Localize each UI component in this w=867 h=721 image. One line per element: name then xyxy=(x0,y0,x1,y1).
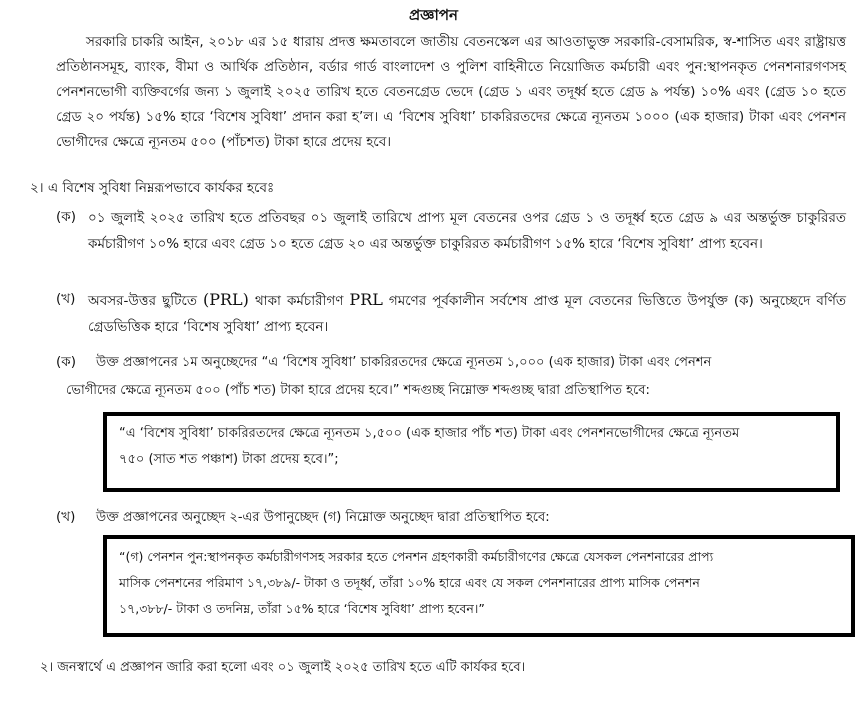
document-title: প্রজ্ঞাপন xyxy=(408,6,459,24)
amend-ka-box-line1: “এ ‘বিশেষ সুবিধা’ চাকরিরতদের ক্ষেত্রে ন্যূনতম ১,৫০০ (এক হাজার পাঁচ শত) টাকা এবং পেনশনভোগীদের ক্ষেত্রে ন্যূনতম xyxy=(119,426,740,441)
prl-term: (PRL) xyxy=(203,290,249,309)
amend-kha-line1: উক্ত প্রজ্ঞাপনের অনুচ্ছেদ ২-এর উপানুচ্ছেদ (গ) নিম্নোক্ত অনুচ্ছেদ দ্বারা প্রতিস্থাপিত হবে: xyxy=(96,510,550,525)
section-2-heading: ২। এ বিশেষ সুবিধা নিম্নরূপভাবে কার্যকর হবেঃ xyxy=(30,180,275,196)
amend-ka-line1: উক্ত প্রজ্ঞাপনের ১ম অনুচ্ছেদের “এ ‘বিশেষ সুবিধা’ চাকরিরতদের ক্ষেত্রে ন্যূনতম ১,০০০ (এক হাজার) টাকা এবং পেনশন xyxy=(96,355,712,370)
amend-kha-box-line2: মাসিক পেনশনের পরিমাণ ১৭,৩৮৯/- টাকা ও তদূর্ধ্ব, তাঁরা ১০% হারে এবং যে সকল পেনশনারের প্রাপ্য মাসিক পেনশন xyxy=(119,575,700,590)
amend-ka-marker: (ক) xyxy=(56,354,76,370)
closing-paragraph: ২। জনস্বার্থে এ প্রজ্ঞাপন জারি করা হলো এবং ০১ জুলাই ২০২৫ তারিখ হতে এটি কার্যকর হবে। xyxy=(40,660,526,675)
item-ka-marker: (ক) xyxy=(56,209,76,225)
item-kha-marker: (খ) xyxy=(56,291,76,307)
amend-kha-box-line1: “(গ) পেনশন পুন:স্থাপনকৃত কর্মচারীগণসহ সরকার হতে পেনশন গ্রহণকারী কর্মচারীগণের ক্ষেত্রে যেসকল পেনশনারের প্রাপ্য xyxy=(119,549,714,564)
amend-ka-replacement-box xyxy=(103,412,840,492)
intro-paragraph xyxy=(56,30,846,155)
amend-kha-marker: (খ) xyxy=(56,509,76,525)
item-ka-text: ০১ জুলাই ২০২৫ তারিখ হতে প্রতিবছর ০১ জুলাই তারিখে প্রাপ্য মূল বেতনের ওপর গ্রেড ১ ও তদূর্ধ্ব হতে গ্রেড ৯ এর অন্তর্ভুক্ত চাকুরিরত কর্মচারীগণ ১০% হারে এবং গ্রেড ১০ হতে গ্রেড ২০ এর অন্তর্ভুক্ত চাকুরিরত কর্মচারীগণ ১৫% হারে ‘বিশেষ সুবিধা’ প্রাপ্য হবেন। xyxy=(88,210,846,252)
intro-text: সরকারি চাকরি আইন, ২০১৮ এর ১৫ ধারায় প্রদত্ত ক্ষমতাবলে জাতীয় বেতনস্কেল এর আওতাভুক্ত সরকারি-বেসামরিক, স্ব-শাসিত এবং রাষ্ট্রায়ত্ত প্রতিষ্ঠানসমূহ, ব্যাংক, বীমা ও আর্থিক প্রতিষ্ঠান, বর্ডার গার্ড বাংলাদেশ ও পুলিশ বাহিনীতে নিয়োজিত কর্মচারী এবং পুন:স্থাপনকৃত পেনশনারগণসহ পেনশনভোগী ব্যক্তিবর্গের জন্য ১ জুলাই ২০২৫ তারিখ হতে বেতনগ্রেড ভেদে (গ্রেড ১ এবং তদূর্ধ্ব হতে গ্রেড ৯ পর্যন্ত) ১০% এবং (গ্রেড ১০ হতে গ্রেড ২০ পর্যন্ত) ১৫% হারে ‘বিশেষ সুবিধা’ প্রদান করা হ’ল। এ ‘বিশেষ সুবিধা’ চাকরিরতদের ক্ষেত্রে ন্যূনতম ১০০০ (এক হাজার) টাকা এবং পেনশন ভোগীদের ক্ষেত্রে ন্যূনতম ৫০০ (পাঁচশত) টাকা হারে প্রদেয় হবে। xyxy=(56,34,846,150)
amend-ka-box-line2: ৭৫০ (সাত শত পঞ্চাশ) টাকা প্রদেয় হবে।”; xyxy=(119,452,339,467)
amend-kha-replacement-box xyxy=(103,535,855,637)
amend-kha-box-line3: ১৭,৩৮৮/- টাকা ও তদনিম্ন, তাঁরা ১৫% হারে ‘বিশেষ সুবিধা’ প্রাপ্য হবেন।” xyxy=(119,601,485,616)
item-kha-text: অবসর-উত্তর ছুটিতে (PRL) থাকা কর্মচারীগণ PRL গমণের পূর্বকালীন সর্বশেষ প্রাপ্ত মূল বেতনের ভিত্তিতে উপর্যুক্ত (ক) অনুচ্ছেদে বর্ণিত গ্রেডভিত্তিক হারে ‘বিশেষ সুবিধা’ প্রাপ্য হবেন। xyxy=(88,290,846,335)
amend-ka-line2: ভোগীদের ক্ষেত্রে ন্যূনতম ৫০০ (পাঁচ শত) টাকা হারে প্রদেয় হবে।” শব্দগুচ্ছ নিম্নোক্ত শব্দগুচ্ছ দ্বারা প্রতিস্থাপিত হবে: xyxy=(66,383,650,398)
prl-term: PRL xyxy=(349,290,383,309)
